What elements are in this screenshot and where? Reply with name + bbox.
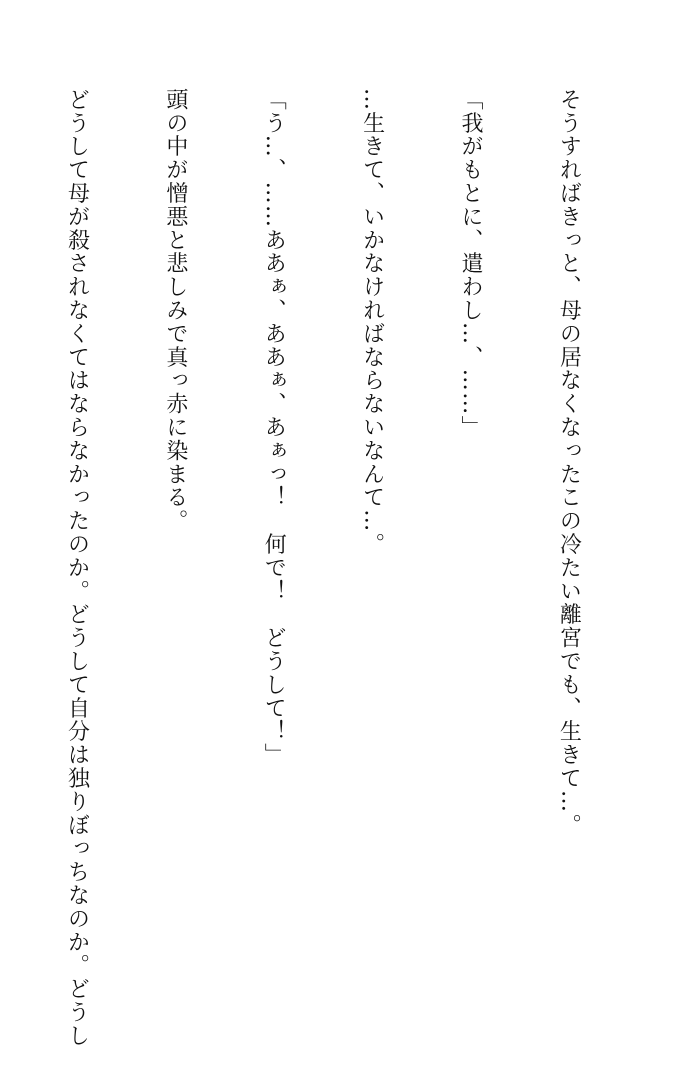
paragraph-line: …生きて、いかなければならないなんて…。 (359, 88, 385, 556)
paragraph-line: そうすればきっと、母の居なくなったこの冷たい離宮でも、生きて…。 (556, 88, 582, 837)
dialogue-line: 「我がもとに、遣わし…、……」 (458, 88, 484, 439)
paragraph-line: どうして母が殺されなくてはならなかったのか。どうして自分は独りぼっちなのか。どうし (64, 88, 90, 1048)
vertical-text-body (0, 88, 650, 1048)
paragraph-line: 頭の中が憎悪と悲しみで真っ赤に染まる。 (162, 88, 188, 533)
dialogue-line: 「う…、……ああぁ、ああぁ、あぁっ！ 何で！ どうして！」 (261, 88, 287, 767)
